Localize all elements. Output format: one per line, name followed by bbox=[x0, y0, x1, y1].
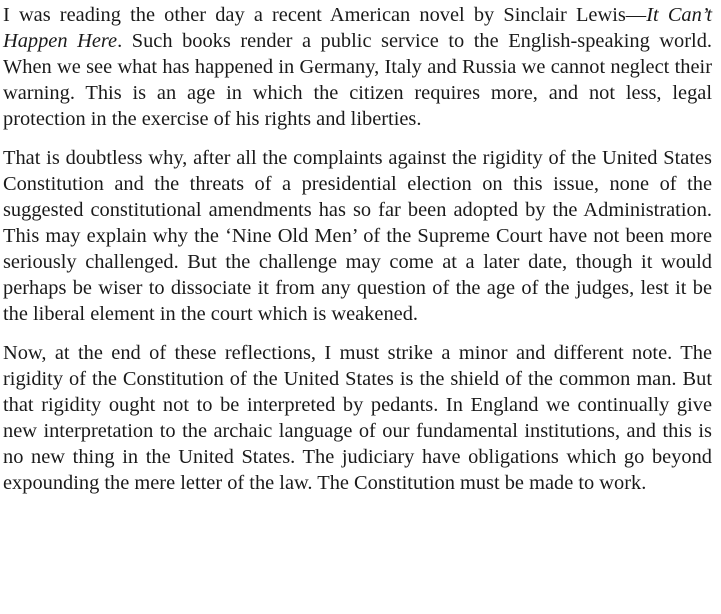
paragraph-3: Now, at the end of these reflections, I must strike a minor and different note. The rigidity of the Constitution of the United States is the shield of the common man. But that rigidity ought not to be interpreted by pedants. In England we continually give new interpretation to the archaic language of our fundamental institutions, and this is no new thing in the United States. The judiciary have obligations which go beyond expounding the mere letter of the law. The Constitution must be made to work. bbox=[3, 342, 712, 494]
paragraph-2: That is doubtless why, after all the complaints against the rigidity of the United States Constitution and the threats of a presidential election on this issue, none of the suggested constitutional amendments has so far been adopted by the Administration. This may explain why the ‘Nine Old Men’ of the Supreme Court have not been more seriously challenged. But the challenge may come at a later date, though it would perhaps be wiser to dissociate it from any question of the age of the judges, lest it be the liberal element in the court which is weakened. bbox=[3, 147, 712, 325]
paragraph-1-lead-text: I was reading the other day a recent American novel by Sinclair Lewis— bbox=[3, 4, 647, 26]
book-title: It Can’t Happen Here bbox=[3, 4, 712, 52]
paragraph-1-rest-text: . Such books render a public service to the English-speaking world. When we see what has happened in Germany, Italy and Russia we cannot neglect their warning. This is an age in which the citizen requires more, and not less, legal protection in the exercise of his rights and liberties. bbox=[3, 30, 712, 130]
paragraph-1 bbox=[3, 2, 712, 132]
